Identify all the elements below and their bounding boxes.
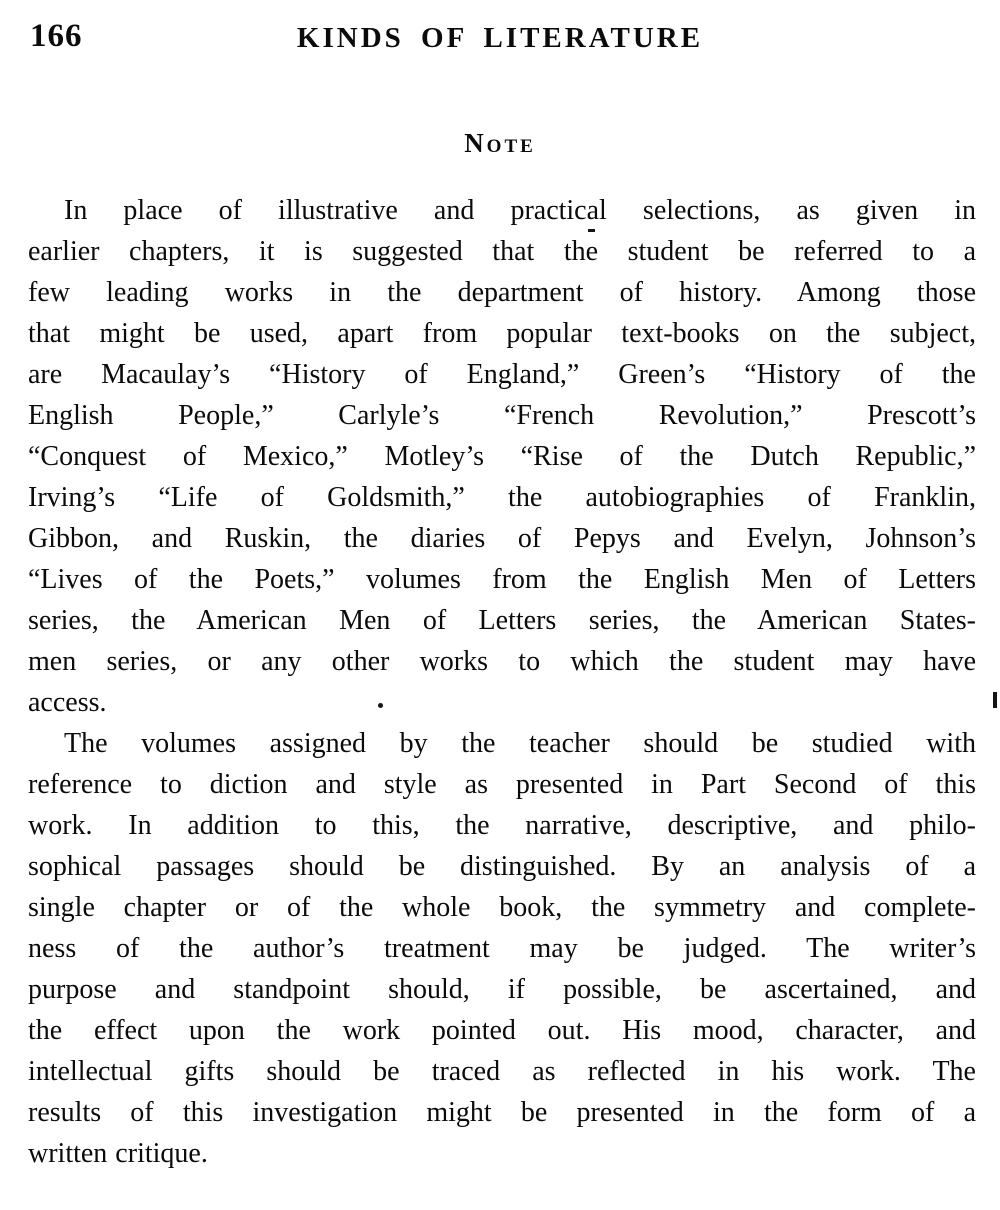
text-line: reference to diction and style as presented in Part Second of this: [28, 769, 976, 800]
text-line: English People,” Carlyle’s “French Revolution,” Prescott’s: [28, 400, 976, 431]
text-line: purpose and standpoint should, if possible, be ascertained, and: [28, 974, 976, 1005]
text-line: sophical passages should be distinguished. By an analysis of a: [28, 851, 976, 882]
text-line: “Conquest of Mexico,” Motley’s “Rise of the Dutch Republic,”: [28, 441, 976, 472]
text-line: “Lives of the Poets,” volumes from the English Men of Letters: [28, 564, 976, 595]
text-line: In place of illustrative and practical selections, as given in: [64, 195, 976, 226]
text-line: men series, or any other works to which the student may have: [28, 646, 976, 677]
scan-artifact: [378, 703, 383, 708]
text-line: intellectual gifts should be traced as reflected in his work. The: [28, 1056, 976, 1087]
text-line: that might be used, apart from popular text-books on the subject,: [28, 318, 976, 349]
text-line: access.: [28, 687, 107, 718]
text-line: results of this investigation might be presented in the form of a: [28, 1097, 976, 1128]
text-line: The volumes assigned by the teacher should be studied with: [64, 728, 976, 759]
text-line: single chapter or of the whole book, the symmetry and complete-: [28, 892, 976, 923]
paragraph: [28, 190, 976, 723]
scan-artifact: [993, 692, 997, 708]
text-line: Gibbon, and Ruskin, the diaries of Pepys and Evelyn, Johnson’s: [28, 523, 976, 554]
text-line: work. In addition to this, the narrative, descriptive, and philo-: [28, 810, 976, 841]
section-heading: Note: [464, 128, 536, 158]
paragraph: [28, 723, 976, 1174]
running-title: KINDS OF LITERATURE: [296, 22, 704, 54]
text-line: written critique.: [28, 1138, 208, 1169]
text-line: are Macaulay’s “History of England,” Green’s “History of the: [28, 359, 976, 390]
scan-artifact: [588, 229, 595, 232]
text-line: few leading works in the department of history. Among those: [28, 277, 976, 308]
text-line: earlier chapters, it is suggested that the student be referred to a: [28, 236, 976, 267]
text-line: series, the American Men of Letters series, the American States-: [28, 605, 976, 636]
text-line: ness of the author’s treatment may be judged. The writer’s: [28, 933, 976, 964]
page-number: 166: [30, 18, 83, 54]
text-line: the effect upon the work pointed out. His mood, character, and: [28, 1015, 976, 1046]
paragraphs: [28, 190, 976, 1174]
text-line: Irving’s “Life of Goldsmith,” the autobiographies of Franklin,: [28, 482, 976, 513]
